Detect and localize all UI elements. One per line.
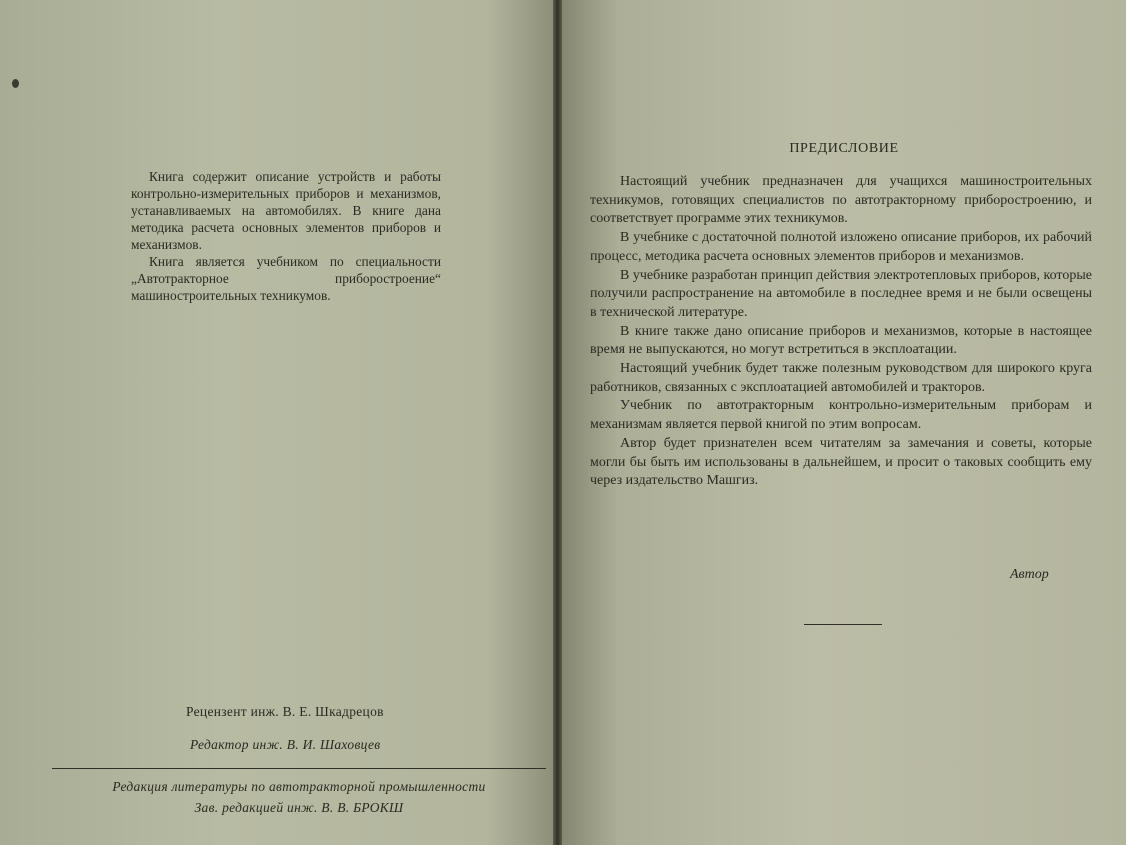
preface-paragraph: Настоящий учебник будет также полезным руководством для широкого круга работников, связанных с эксплоатацией автомобилей и тракторов.: [590, 361, 1092, 395]
annotation-paragraph: Книга содержит описание устройств и работы контрольно-измерительных приборов и механизмов, устанавливаемых на автомобилях. В книге дана методика расчета основных элементов приборов и механизмов.: [131, 169, 441, 252]
right-page: [562, 0, 1126, 845]
book-gutter: [553, 0, 562, 845]
preface-paragraph: В книге также дано описание приборов и механизмов, которые в настоящее время не выпускаются, но могут встретиться в эксплоатации.: [590, 323, 1092, 358]
author-signature: Автор: [1010, 567, 1049, 582]
editorial-department: Редакция литературы по автотракторной промышленности: [112, 779, 486, 794]
preface-body: [590, 173, 1092, 491]
editor-credit: Редактор инж. В. И. Шаховцев: [190, 737, 381, 752]
divider-line: [52, 768, 546, 769]
preface-title: ПРЕДИСЛОВИЕ: [789, 141, 899, 156]
reviewer-credit: Рецензент инж. В. Е. Шкадрецов: [186, 704, 384, 719]
editorial-head: Зав. редакцией инж. В. В. БРОКШ: [194, 800, 404, 815]
left-page: [0, 0, 553, 845]
preface-paragraph: В учебнике с достаточной полнотой изложено описание приборов, их рабочий процесс, методика расчета основных элементов приборов и механизмов.: [590, 230, 1092, 264]
end-rule: [804, 624, 882, 625]
preface-paragraph: Автор будет признателен всем читателям за замечания и советы, которые могли бы быть им использованы в дальнейшем, и просит о таковых сообщить ему через издательство Машгиз.: [590, 435, 1092, 489]
preface-paragraph: Учебник по автотракторным контрольно-измерительным приборам и механизмам является первой книгой по этим вопросам.: [590, 398, 1092, 433]
preface-paragraph: В учебнике разработан принцип действия электротепловых приборов, которые получили распространение на автомобиле в последнее время и не были освещены в технической литературе.: [590, 267, 1092, 320]
book-annotation: [131, 168, 441, 304]
ink-spot: [12, 79, 19, 88]
preface-paragraph: Настоящий учебник предназначен для учащихся машиностроительных техникумов, готовящих специалистов по автотракторному приборостроению, и соответствует программе этих техникумов.: [590, 174, 1092, 227]
annotation-paragraph: Книга является учебником по специальности „Автотракторное приборостроение“ машиностроительных техникумов.: [131, 254, 441, 303]
